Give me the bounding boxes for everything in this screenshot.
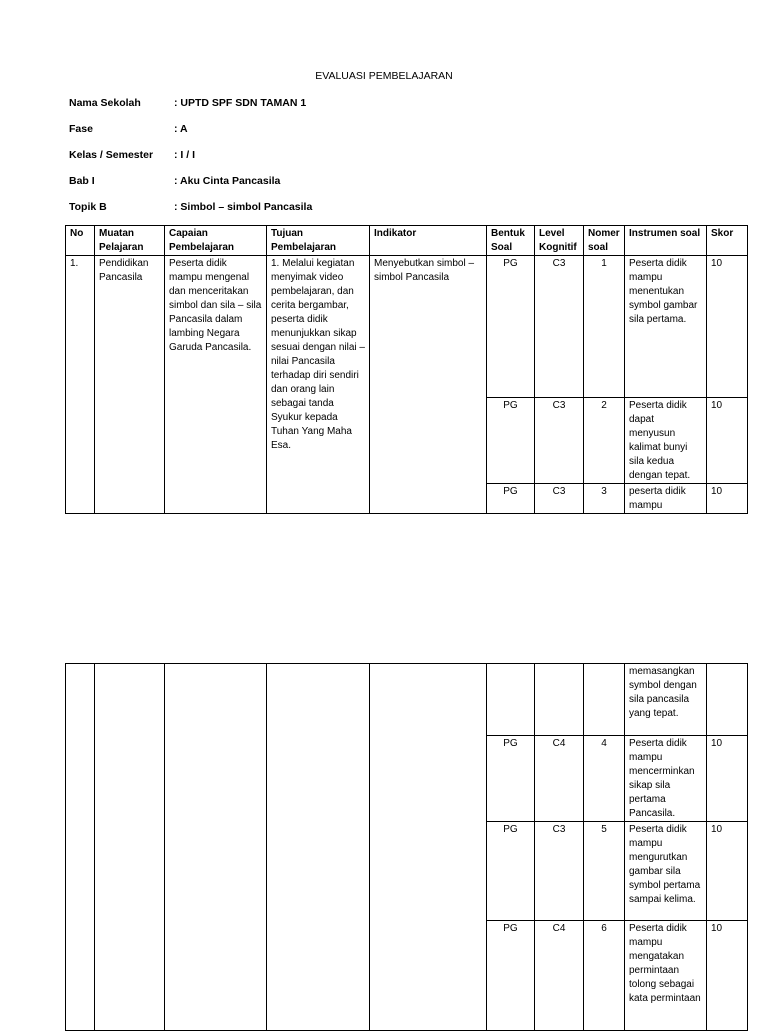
row-indikator-empty <box>370 664 487 1031</box>
header-muatan: Muatan Pelajaran <box>95 226 165 256</box>
row-tujuan-empty <box>267 664 370 1031</box>
row-no-empty <box>66 664 95 1031</box>
row-instrumen: Peserta didik mampu menentukan symbol gambar sila pertama. <box>625 256 707 398</box>
row-instrumen: Peserta didik mampu mencerminkan sikap sila pertama Pancasila. <box>625 736 707 822</box>
page-title: EVALUASI PEMBELAJARAN <box>315 70 453 82</box>
row-bentuk: PG <box>487 256 535 398</box>
row-level: C4 <box>535 921 584 1031</box>
row-skor: 10 <box>707 921 748 1031</box>
row-nomer: 2 <box>584 398 625 484</box>
row-nomer: 1 <box>584 256 625 398</box>
row-level: C3 <box>535 256 584 398</box>
row-skor: 10 <box>707 398 748 484</box>
row-level: C3 <box>535 484 584 514</box>
row-skor: 10 <box>707 256 748 398</box>
row-instrumen: Peserta didik dapat menyusun kalimat bunyi sila kedua dengan tepat. <box>625 398 707 484</box>
header-nomer: Nomer soal <box>584 226 625 256</box>
row-instrumen-continuation: memasangkan symbol dengan sila pancasila yang tepat. <box>625 664 707 736</box>
row-skor: 10 <box>707 484 748 514</box>
row-capaian-empty <box>165 664 267 1031</box>
row-bentuk: PG <box>487 822 535 921</box>
row-capaian: Peserta didik mampu mengenal dan menceritakan simbol dan sila – sila Pancasila dalam lambing Negara Garuda Pancasila. <box>165 256 267 514</box>
row-nomer: 3 <box>584 484 625 514</box>
row-level: C3 <box>535 822 584 921</box>
row-bentuk-empty <box>487 664 535 736</box>
row-nomer: 4 <box>584 736 625 822</box>
meta-value-phase: : A <box>174 123 188 135</box>
row-instrumen: Peserta didik mampu mengatakan permintaan tolong sebagai kata permintaan <box>625 921 707 1031</box>
row-bentuk: PG <box>487 921 535 1031</box>
table-row <box>66 256 748 398</box>
row-no: 1. <box>66 256 95 514</box>
row-skor-empty <box>707 664 748 736</box>
row-skor: 10 <box>707 822 748 921</box>
header-instrumen: Instrumen soal <box>625 226 707 256</box>
meta-label-topic: Topik B <box>69 201 107 213</box>
row-nomer: 6 <box>584 921 625 1031</box>
row-bentuk: PG <box>487 398 535 484</box>
row-bentuk: PG <box>487 484 535 514</box>
header-indikator: Indikator <box>370 226 487 256</box>
meta-label-chapter: Bab I <box>69 175 95 187</box>
meta-value-chapter: : Aku Cinta Pancasila <box>174 175 281 187</box>
header-bentuk: Bentuk Soal <box>487 226 535 256</box>
meta-label-class: Kelas / Semester <box>69 149 154 161</box>
meta-value-school: : UPTD SPF SDN TAMAN 1 <box>174 97 307 109</box>
row-instrumen: peserta didik mampu <box>625 484 707 514</box>
row-level-empty <box>535 664 584 736</box>
row-indikator: Menyebutkan simbol – simbol Pancasila <box>370 256 487 514</box>
header-capaian: Capaian Pembelajaran <box>165 226 267 256</box>
table-row <box>66 664 748 736</box>
table-header-row <box>66 226 748 256</box>
row-level: C3 <box>535 398 584 484</box>
meta-label-phase: Fase <box>69 123 93 135</box>
meta-label-school: Nama Sekolah <box>69 97 141 109</box>
row-bentuk: PG <box>487 736 535 822</box>
meta-value-topic: : Simbol – simbol Pancasila <box>174 201 313 213</box>
meta-value-class: : I / I <box>174 149 195 161</box>
evaluation-table-continued <box>65 663 748 1031</box>
row-muatan-empty <box>95 664 165 1031</box>
row-instrumen: Peserta didik mampu mengurutkan gambar sila symbol pertama sampai kelima. <box>625 822 707 921</box>
header-skor: Skor <box>707 226 748 256</box>
row-tujuan: 1. Melalui kegiatan menyimak video pembelajaran, dan cerita bergambar, peserta didik menunjukkan sikap sesuai dengan nilai – nilai Pancasila terhadap diri sendiri dan orang lain sebagai tanda Syukur kepada Tuhan Yang Maha Esa. <box>267 256 370 514</box>
row-nomer-empty <box>584 664 625 736</box>
header-tujuan: Tujuan Pembelajaran <box>267 226 370 256</box>
row-level: C4 <box>535 736 584 822</box>
row-nomer: 5 <box>584 822 625 921</box>
row-muatan: Pendidikan Pancasila <box>95 256 165 514</box>
row-skor: 10 <box>707 736 748 822</box>
evaluation-table <box>65 225 748 514</box>
header-level: Level Kognitif <box>535 226 584 256</box>
header-no: No <box>66 226 95 256</box>
